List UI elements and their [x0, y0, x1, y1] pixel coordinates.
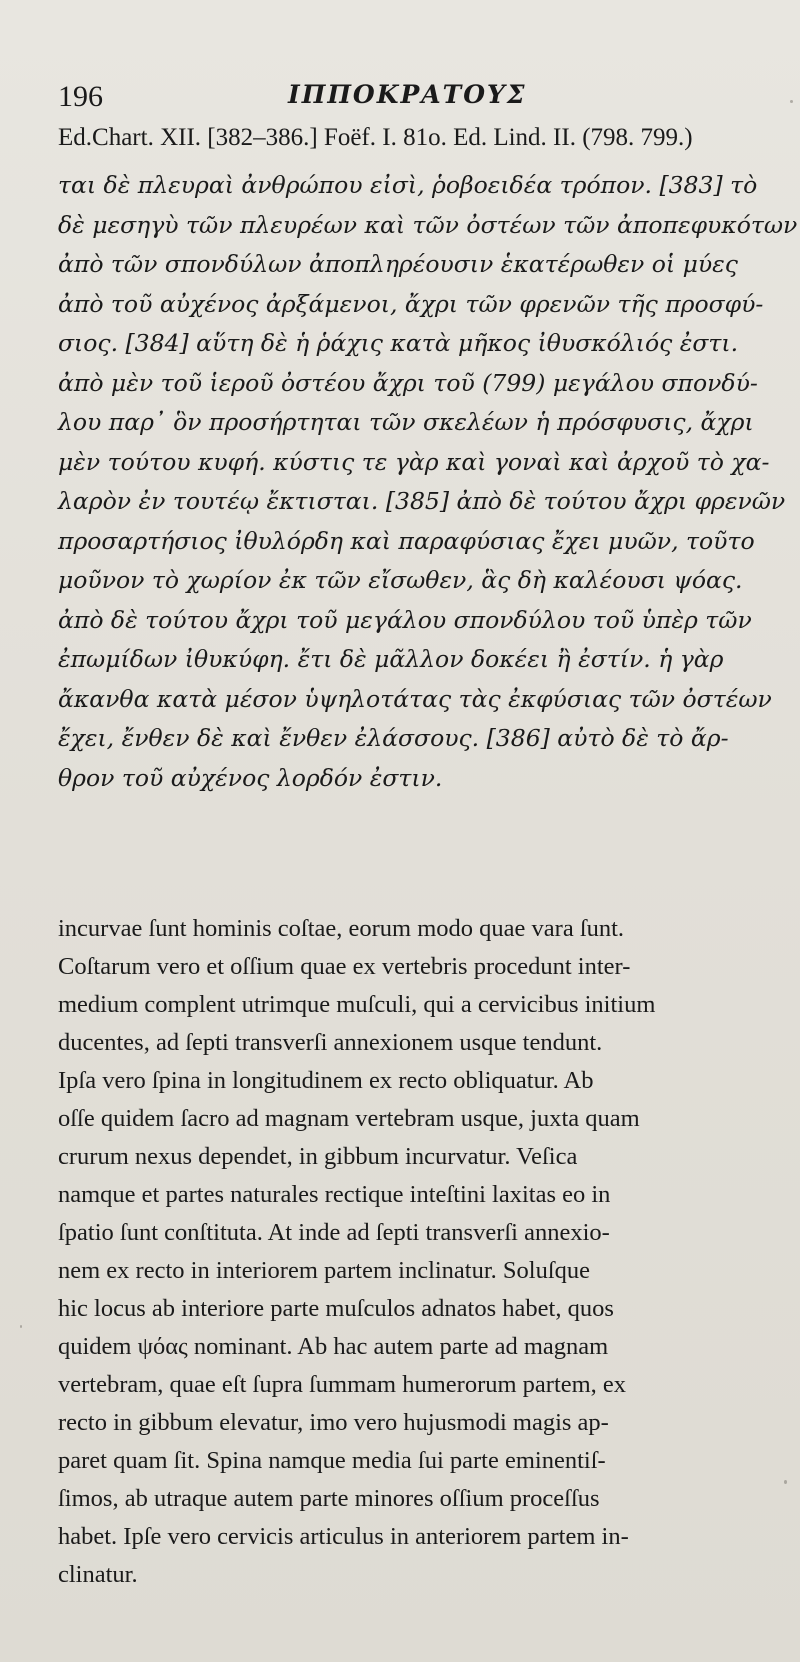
greek-text-block [58, 166, 798, 798]
latin-line: nem ex recto in interiorem partem inclinatur. Soluſque [58, 1257, 591, 1284]
latin-line: quidem ψόας nominant. Ab hac autem parte ad magnam [58, 1333, 609, 1360]
greek-line: ἄκανθα κατὰ μέσον ὑψηλοτάτας τὰς ἐκφύσιας τῶν ὀστέων [58, 684, 772, 713]
page-header [58, 80, 758, 124]
greek-line: προσαρτήσιος ἰθυλόρδη καὶ παραφύσιας ἔχει μυῶν, τοῦτο [58, 526, 755, 555]
latin-line: ſpatio ſunt conſtituta. At inde ad ſepti transverſi annexio- [58, 1219, 610, 1246]
latin-line: habet. Ipſe vero cervicis articulus in anteriorem partem in- [58, 1523, 629, 1550]
latin-line: Ipſa vero ſpina in longitudinem ex recto obliquatur. Ab [58, 1067, 594, 1094]
edition-reference-line: Ed.Chart. XII. [382–386.] Foëf. I. 81o. Ed. Lind. II. (798. 799.) [58, 124, 693, 151]
greek-line: μὲν τούτου κυφή. κύστις τε γὰρ καὶ γοναὶ καὶ ἀρχοῦ τὸ χα- [58, 447, 770, 476]
greek-line: ἀπὸ δὲ τούτου ἄχρι τοῦ μεγάλου σπονδύλου τοῦ ὑπὲρ τῶν [58, 605, 752, 634]
page-number: 196 [58, 80, 103, 113]
latin-line: namque et partes naturales rectique inteſtini laxitas eo in [58, 1181, 611, 1208]
greek-line: λαρὸν ἐν τουτέῳ ἔκτισται. [385] ἀπὸ δὲ τούτου ἄχρι φρενῶν [58, 487, 786, 515]
greek-line: ται δὲ πλευραὶ ἀνθρώπου εἰσὶ, ῥοβοειδέα τρόπον. [383] τὸ [58, 171, 758, 199]
greek-line: ἀπὸ μὲν τοῦ ἱεροῦ ὀστέου ἄχρι τοῦ (799) μεγάλου σπονδύ- [58, 368, 758, 397]
greek-line: δὲ μεσηγὺ τῶν πλευρέων καὶ τῶν ὀστέων τῶν ἀποπεφυκότων [58, 210, 798, 239]
latin-line: vertebram, quae eſt ſupra ſummam humerorum partem, ex [58, 1371, 627, 1398]
paper-speck [790, 100, 793, 103]
paper-speck [20, 1325, 22, 1328]
latin-line: ducentes, ad ſepti transverſi annexionem usque tendunt. [58, 1029, 603, 1056]
latin-line: ſimos, ab utraque autem parte minores oſſium proceſſus [58, 1485, 600, 1512]
latin-line: oſſe quidem ſacro ad magnam vertebram usque, juxta quam [58, 1105, 640, 1132]
paper-speck [784, 1480, 787, 1484]
greek-line: μοῦνον τὸ χωρίον ἐκ τῶν εἴσωθεν, ἃς δὴ καλέουσι ψόας. [58, 566, 743, 594]
latin-line: clinatur. [58, 1561, 138, 1588]
latin-line: crurum nexus dependet, in gibbum incurvatur. Veſica [58, 1143, 578, 1170]
latin-translation-block [58, 910, 778, 1594]
latin-line: recto in gibbum elevatur, imo vero hujusmodi magis ap- [58, 1409, 609, 1436]
greek-line: λου παρ᾽ ὃν προσήρτηται τῶν σκελέων ἡ πρόσφυσις, ἄχρι [58, 408, 754, 436]
latin-line: incurvae ſunt hominis coſtae, eorum modo quae vara ſunt. [58, 915, 625, 942]
greek-line: ἀπὸ τῶν σπονδύλων ἀποπληρέουσιν ἑκατέρωθεν οἱ μύες [58, 250, 738, 278]
latin-line: medium complent utrimque muſculi, qui a cervicibus initium [58, 991, 656, 1018]
greek-line: σιος. [384] αὕτη δὲ ἡ ῥάχις κατὰ μῆκος ἰθυσκόλιός ἐστι. [58, 329, 739, 357]
latin-line: paret quam ſit. Spina namque media ſui parte eminentiſ- [58, 1447, 606, 1474]
latin-line: hic locus ab interiore parte muſculos adnatos habet, quos [58, 1295, 614, 1322]
greek-line: ἔχει, ἔνθεν δὲ καὶ ἔνθεν ἐλάσσους. [386] αὐτὸ δὲ τὸ ἄρ- [58, 724, 729, 752]
greek-line: θρον τοῦ αὐχένος λορδόν ἐστιν. [58, 763, 443, 792]
greek-line: ἀπὸ τοῦ αὐχένος ἀρξάμενοι, ἄχρι τῶν φρενῶν τῆς προσφύ- [58, 289, 764, 318]
greek-line: ἐπωμίδων ἰθυκύφη. ἔτι δὲ μᾶλλον δοκέει ἢ ἐστίν. ἡ γὰρ [58, 645, 724, 673]
running-title: ΙΠΠΟΚΡΑΤΟΥΣ [288, 80, 527, 109]
latin-line: Coſtarum vero et oſſium quae ex vertebris procedunt inter- [58, 953, 631, 980]
